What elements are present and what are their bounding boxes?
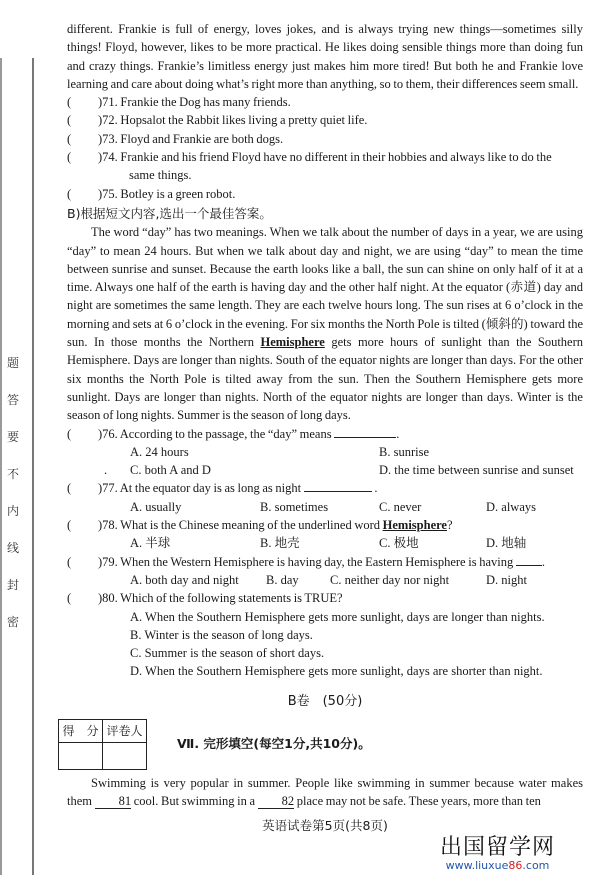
passage-line: The word “day” has two meanings. When we talk about the number of days in a year, we are [91,225,553,240]
question-text: )72. Hopsalot the Rabbit likes living a pretty quiet life. [98,113,368,128]
page-footer-row [67,817,583,835]
side-char: 不 [6,467,19,481]
answer-paren: ( [67,131,72,146]
question-text: )71. Frankie the Dog has many friends. [98,95,291,110]
passage-line: longer than days. Winter is the season of long nights. Summer is the season of long days. [67,389,583,423]
options-77 [130,498,583,516]
side-char: 线 [6,541,19,555]
question-73 [67,130,583,148]
score-table [58,719,147,770]
question-72 [67,111,583,129]
question-stem: )76. According to the passage, the “day” means [98,426,332,441]
blank-81: 81 [95,794,132,809]
watermark-url [440,860,555,872]
watermark-logo [440,836,555,872]
question-79 [67,553,583,571]
passage-line: the time between sunrise and sunset. Because the earth looks like a ball, the sun can shine on only [67,243,583,276]
question-text: )74. Frankie and his friend Floyd have no different in their hobbies and always like to do the [98,150,552,165]
binding-border [0,58,2,875]
cloze-text: place may not be safe. These years, more than ten [296,794,541,809]
grader-cell[interactable] [103,742,147,769]
watermark-text: 出国留学网 [440,835,556,860]
answer-paren: ( [67,95,72,110]
cloze-text: Swimming is very popular in summer. People like swimming in summer because water makes [91,775,583,790]
passage-line: seem small. [519,76,579,91]
question-stem: )77. At the equator day is as long as night [98,481,302,496]
option-b: B. sunrise [379,444,429,459]
cloze-passage [67,774,583,811]
punct: . [374,481,378,496]
blank-82: 82 [258,794,295,809]
cloze-text: them [67,794,92,809]
passage-b [67,223,583,424]
question-body [98,425,583,443]
passage-line: tilted (倾斜的) toward the sun. In those months the Northern [67,316,584,350]
punct: ? [446,518,453,533]
passage-line: (赤道) day and night are sometimes the same length. They are each twelve hours long. The sun rises [67,280,584,313]
answer-paren: ( [67,426,72,441]
url-part: 86 [508,859,523,872]
question-78 [67,516,583,534]
score-row [58,719,583,770]
option-c: C. 极地 [379,536,419,551]
part-b-title-row [67,693,583,711]
options-76 [130,443,583,461]
question-text: )75. Botley is a green robot. [98,186,236,201]
side-char: 封 [6,578,19,592]
punct: . [541,554,545,569]
option-d: D. 地轴 [486,536,527,551]
answer-blank [334,425,396,438]
option-c: C. both A and D [130,463,211,478]
answer-blank [516,553,542,566]
answer-paren: ( [67,554,72,569]
passage-line: sunlight than the Southern Hemisphere. Days are longer than nights. South of the equator nights are [67,335,584,368]
grader-header: 评卷人 [103,719,147,742]
question-80 [67,589,583,607]
stray-dot: . [104,463,108,478]
option-a: A. When the Southern Hemisphere gets more sunlight, days are longer than nights. [130,609,545,624]
answer-paren: ( [67,113,72,128]
option-b: B. 地壳 [260,536,300,551]
passage-line: using “day” to mean 24 hours. But when we talk about day and night, we are using “day” to mean [67,225,583,258]
question-74-cont: same things. [129,168,192,183]
answer-paren: ( [67,591,72,606]
option-c: C. Summer is the season of short days. [130,646,325,661]
url-part: www.liuxue [445,859,509,872]
exam-content [62,20,584,835]
page-footer: 英语试卷第5页(共8页) [262,817,388,833]
answer-blank [304,479,372,492]
option-d: D. When the Southern Hemisphere gets more sunlight, days are shorter than night. [130,664,543,679]
question-body [98,553,583,571]
question-77 [67,479,583,497]
seal-line [32,58,34,875]
underlined-word: Hemisphere [260,335,325,350]
question-75 [67,185,583,203]
question-stem: )79. When the Western Hemisphere is having day, the Eastern Hemisphere is having [98,554,514,569]
answer-paren: ( [67,150,72,165]
question-76 [67,425,583,443]
question-74 [67,148,583,166]
question-stem: )78. What is the Chinese meaning of the underlined word [98,518,381,533]
question-stem: )80. Which of the following statements is TRUE? [98,591,343,606]
part-b-title: B卷 (50分) [287,693,363,709]
punct: . [396,426,400,441]
score-header: 得 分 [59,719,103,742]
side-char: 答 [6,393,19,407]
section-b-heading: B)根据短文内容,选出一个最佳答案。 [67,205,272,221]
option-c: C. never [379,499,422,514]
option-a: A. both day and night [130,572,239,587]
option-c: C. neither day nor night [330,572,450,587]
question-body [98,516,583,534]
answer-paren: ( [67,186,72,201]
underlined-word: Hemisphere [382,518,447,533]
option-b: B. sometimes [260,499,329,514]
answer-paren: ( [67,518,72,533]
passage-line: half of it at a time. Always one half of the earth is having day and the other half night. At the equator [67,261,583,295]
passage-line: fun and crazy things. Frankie’s limitless energy just makes him more tired! But both he and Frankie [67,40,584,73]
option-a: A. 半球 [130,536,171,551]
question-text: )73. Floyd and Frankie are both dogs. [98,131,284,146]
options-78 [130,534,583,552]
option-b: B. day [266,572,299,587]
passage-line: different. Frankie is full of energy, loves jokes, and is always trying new things—sometimes silly [67,22,583,36]
option-d: D. always [486,499,536,514]
side-char: 题 [6,356,19,370]
cloze-text: cool. But swimming in a [133,794,256,809]
question-body [98,479,583,497]
passage-a [67,20,583,93]
passage-line: love learning and care about doing what’s right more than anything, so to them, their differences [67,58,583,91]
question-71 [67,93,583,111]
passage-line: things! Floyd, however, likes to be more practical. He likes doing sensible things more than doing [67,40,563,55]
option-a: A. 24 hours [130,444,189,459]
score-cell[interactable] [59,742,103,769]
options-79 [130,571,583,589]
options-76-row2 [104,461,583,479]
passage-line: gets more hours of [331,335,435,350]
passage-line: longer than days. For the other six months the North Pole is tilted away from the sun. Then the [67,353,584,386]
option-b: B. Winter is the season of long days. [130,627,313,642]
option-a: A. usually [130,499,182,514]
passage-line: at 6 o’clock in the morning and sets at 6 o’clock in the evening. For six months the North Pole is [67,298,584,331]
option-d: D. night [486,572,527,587]
section-vii-title: Ⅶ. 完形填空(每空1分,共10分)。 [177,736,371,752]
seal-line-notice [5,345,21,641]
side-char: 内 [6,504,19,518]
url-part: .com [522,859,550,872]
side-char: 密 [6,615,19,629]
passage-line: Southern Hemisphere gets more sunlight. Days are longer than nights. North of the equator nights are [67,371,584,404]
side-char: 要 [6,430,19,444]
answer-paren: ( [67,481,72,496]
option-d: D. the time between sunrise and sunset [379,463,574,478]
